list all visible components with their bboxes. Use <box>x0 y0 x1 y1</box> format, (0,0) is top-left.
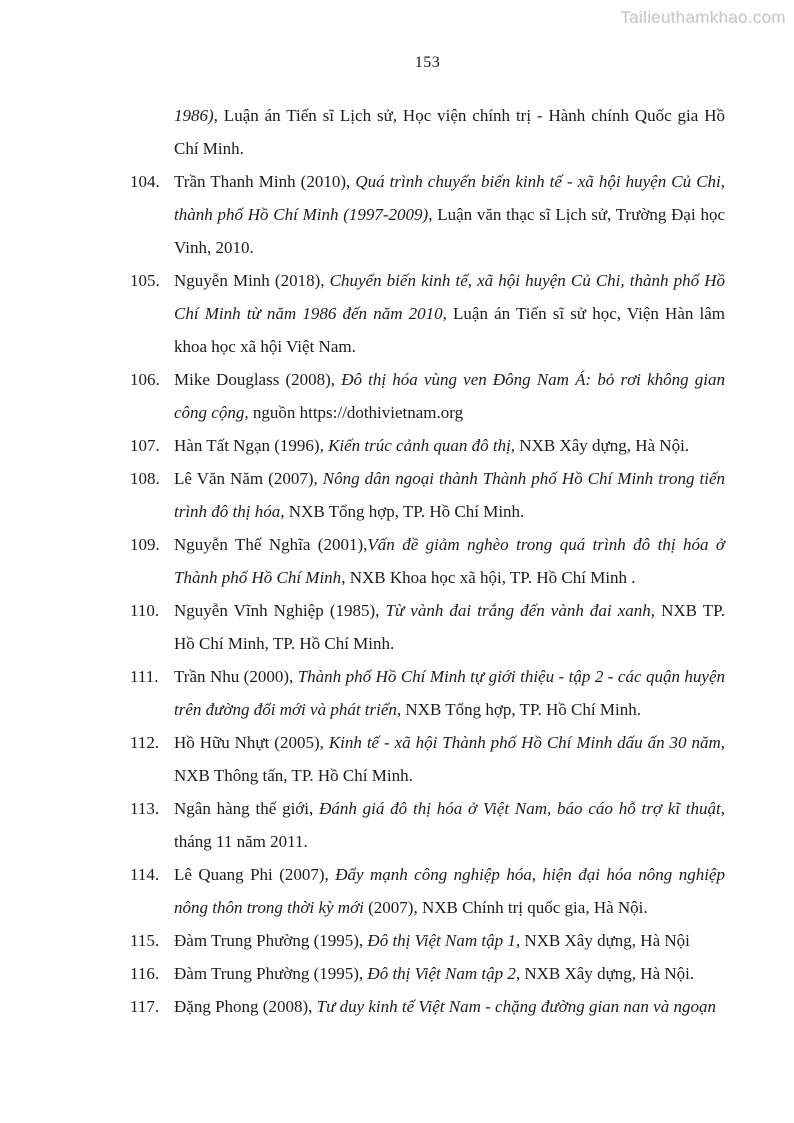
reference-text-segment: , Luận án Tiến sĩ sử học, Viện Hàn lâm khoa học xã hội Việt Nam. <box>174 304 726 356</box>
reference-number: 116. <box>130 964 160 983</box>
reference-number: 105. <box>130 271 160 290</box>
reference-number: 114. <box>130 865 160 884</box>
reference-text-segment: Mike Douglass (2008), <box>174 370 342 389</box>
reference-title-segment: Từ vành đai trắng đến vành đai xanh, <box>385 601 656 620</box>
reference-text-segment: , NXB Xây dựng, Hà Nội. <box>515 964 695 983</box>
reference-item <box>130 957 725 990</box>
reference-item <box>130 792 725 858</box>
reference-number: 117. <box>130 997 160 1016</box>
reference-title-segment: Quá trình chuyển biến kinh tế - xã hội huyện Củ Chi, thành phố Hồ Chí Minh (1997-2009) <box>174 172 726 224</box>
reference-title-segment: Thành phố Hồ Chí Minh tự giới thiệu - tập 2 - các quận huyện trên đường đổi mới và phát triển <box>174 667 725 719</box>
reference-item <box>130 462 725 528</box>
reference-title-segment: Đẩy mạnh công nghiệp hóa, hiện đại hóa nông nghiệp nông thôn trong thời kỳ mới <box>174 865 725 917</box>
reference-text-segment: NXB Thông tấn, TP. Hồ Chí Minh. <box>174 766 413 785</box>
reference-item <box>130 990 725 1023</box>
reference-item <box>130 660 725 726</box>
reference-text-segment: nguồn https://dothivietnam.org <box>248 403 464 422</box>
reference-text-segment: Nguyễn Thế Nghĩa (2001), <box>174 535 368 554</box>
reference-text-segment: , NXB Khoa học xã hội, TP. Hồ Chí Minh . <box>341 568 636 587</box>
reference-title-segment: Đô thị Việt Nam tập 2 <box>367 964 516 983</box>
reference-title-segment: Chuyển biến kinh tế, xã hội huyện Củ Chi, thành phố Hồ Chí Minh từ năm 1986 đến năm 2010 <box>174 271 726 323</box>
reference-list <box>130 99 725 1023</box>
reference-number: 109. <box>130 535 160 554</box>
reference-text-segment: Lê Quang Phi (2007), <box>174 865 336 884</box>
reference-text-segment: Trần Thanh Minh (2010), <box>174 172 356 191</box>
reference-title-segment: Kinh tế - xã hội Thành phố Hồ Chí Minh dấu ấn 30 năm, <box>328 733 725 752</box>
reference-text-segment: , Luận án Tiến sĩ Lịch sử, Học viện chính trị - Hành chính Quốc gia Hồ Chí Minh. <box>174 106 725 158</box>
reference-title-segment: Vấn đề giảm nghèo trong quá trình đô thị hóa ở Thành phố Hồ Chí Minh <box>174 535 726 587</box>
reference-text-segment: Nguyễn Minh (2018), <box>174 271 330 290</box>
reference-number: 104. <box>130 172 160 191</box>
reference-number: 111. <box>130 667 159 686</box>
reference-text-segment: Ngân hàng thế giới, <box>174 799 320 818</box>
reference-number: 113. <box>130 799 160 818</box>
reference-text-segment: Nguyễn Vĩnh Nghiệp (1985), <box>174 601 386 620</box>
reference-text-segment: , NXB Xây dựng, Hà Nội. <box>510 436 690 455</box>
reference-item <box>130 726 725 792</box>
reference-item <box>130 858 725 924</box>
reference-text-segment: , NXB Xây dựng, Hà Nội <box>515 931 690 950</box>
reference-number: 115. <box>130 931 160 950</box>
reference-number: 112. <box>130 733 160 752</box>
reference-number: 107. <box>130 436 160 455</box>
reference-text-segment: Đàm Trung Phường (1995), <box>174 964 368 983</box>
reference-number: 106. <box>130 370 160 389</box>
reference-text-segment: NXB TP. Hồ Chí Minh, TP. Hồ Chí Minh. <box>174 601 725 653</box>
reference-text-segment: , Luận văn thạc sĩ Lịch sử, Trường Đại học Vinh, 2010. <box>174 205 725 257</box>
watermark-text: Tailieuthamkhao.com <box>620 8 786 27</box>
reference-title-segment: Kiến trúc cảnh quan đô thị <box>328 436 511 455</box>
reference-text-segment: Lê Văn Năm (2007), <box>174 469 323 488</box>
reference-item <box>130 594 725 660</box>
reference-text-segment: Hàn Tất Ngạn (1996), <box>174 436 329 455</box>
reference-text-segment: , NXB Tổng hợp, TP. Hồ Chí Minh. <box>396 700 641 719</box>
reference-item <box>130 363 725 429</box>
reference-title-segment: Đô thị hóa vùng ven Đông Nam Á: bỏ rơi không gian công cộng, <box>174 370 726 422</box>
reference-number: 110. <box>130 601 160 620</box>
reference-item <box>130 165 725 264</box>
reference-title-segment: Tư duy kinh tế Việt Nam - chặng đường gian nan và ngoạn <box>316 997 716 1016</box>
page-number: 153 <box>414 54 441 71</box>
reference-item <box>130 264 725 363</box>
reference-title-segment: 1986) <box>174 106 214 125</box>
reference-title-segment: Đánh giá đô thị hóa ở Việt Nam, báo cáo hỗ trợ kĩ thuật <box>319 799 721 818</box>
reference-text-segment: Trần Nhu (2000), <box>174 667 298 686</box>
reference-number: 108. <box>130 469 160 488</box>
reference-text-segment: , NXB Tổng hợp, TP. Hồ Chí Minh. <box>280 502 525 521</box>
reference-title-segment: Nông dân ngoại thành Thành phố Hồ Chí Minh trong tiến trình đô thị hóa <box>174 469 725 521</box>
reference-item <box>130 99 725 165</box>
reference-item <box>130 528 725 594</box>
reference-text-segment: Đàm Trung Phường (1995), <box>174 931 368 950</box>
reference-text-segment: Hồ Hữu Nhựt (2005), <box>174 733 329 752</box>
reference-title-segment: Đô thị Việt Nam tập 1 <box>367 931 516 950</box>
reference-text-segment: (2007), NXB Chính trị quốc gia, Hà Nội. <box>363 898 648 917</box>
reference-item <box>130 429 725 462</box>
reference-item <box>130 924 725 957</box>
reference-text-segment: , tháng 11 năm 2011. <box>174 799 725 851</box>
reference-text-segment: Đặng Phong (2008), <box>174 997 317 1016</box>
